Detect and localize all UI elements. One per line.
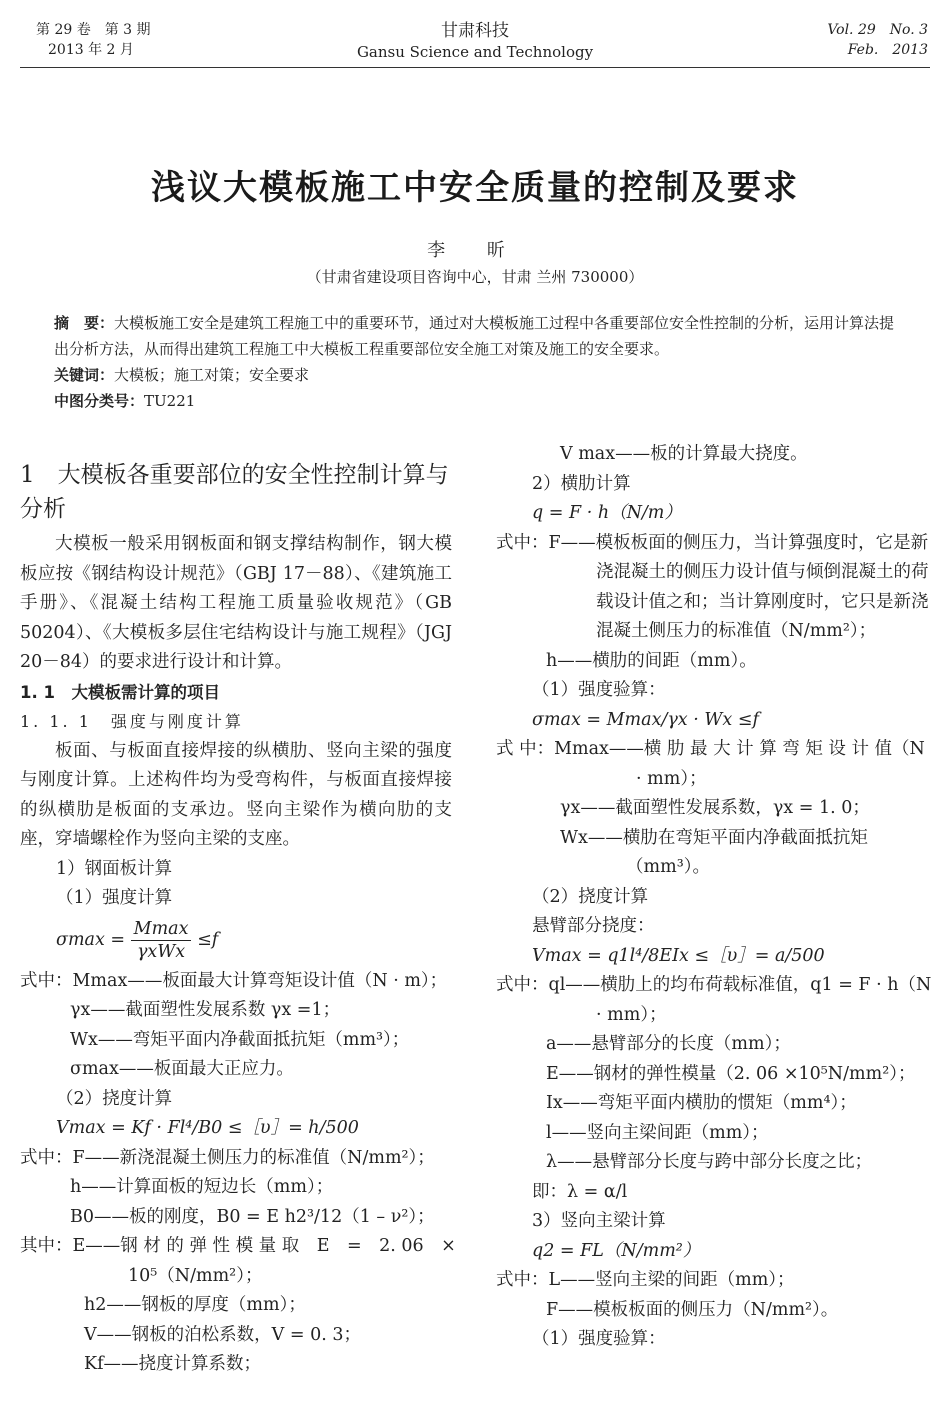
volume-issue-en: Vol. 29 No. 3 <box>827 22 928 38</box>
fraction-denominator: γxWx <box>136 941 186 962</box>
right-column <box>496 440 932 1355</box>
abstract-label: 摘 要： <box>54 314 115 332</box>
keywords <box>54 362 904 388</box>
variable-definition: 其中：E——钢 材 的 弹 性 模 量 取 E = 2. 06 × <box>20 1236 456 1256</box>
variable-definition: B0——板的刚度，B0 = E h2³/12（1 – ν²）； <box>70 1206 435 1227</box>
abstract-block <box>54 310 904 414</box>
classification-label: 中图分类号： <box>54 392 145 410</box>
variable-definition: h——计算面板的短边长（mm）； <box>70 1177 334 1197</box>
variable-definition: a——悬臂部分的长度（mm）； <box>546 1034 791 1054</box>
keywords-label: 关键词： <box>54 366 115 384</box>
variable-definition: Ix——弯矩平面内横肋的惯矩（mm⁴）； <box>546 1093 857 1113</box>
variable-definition: Wx——横肋在弯矩平面内净截面抵抗矩（mm³）。 <box>560 827 868 877</box>
equation <box>20 918 452 963</box>
variable-definition: h2——钢板的厚度（mm）； <box>84 1295 306 1315</box>
issue-date: 2013 年 2 月 <box>48 42 134 58</box>
equation: Vmax = Kf · Fl⁴/B0 ≤［υ］= h/500 <box>56 1118 359 1138</box>
equation: Vmax = q1l⁴/8EIx ≤［υ］= a/500 <box>532 945 825 966</box>
paper-title: 浅议大模板施工中安全质量的控制及要求 <box>151 168 799 208</box>
classification <box>54 388 904 414</box>
variable-definition: l——竖向主梁间距（mm）； <box>546 1122 769 1143</box>
fraction <box>131 918 192 963</box>
affiliation: （甘肃省建设项目咨询中心，甘肃 兰州 730000） <box>306 268 644 286</box>
step-subheading: （2）挠度计算 <box>532 886 649 907</box>
equation-rhs: ≤f <box>197 929 219 950</box>
subsection-heading: 1. 1 大模板需计算的项目 <box>20 682 220 702</box>
equation: σmax = Mmax/γx · Wx ≤f <box>532 709 759 730</box>
step-subheading: （2）挠度计算 <box>56 1088 173 1109</box>
header-rule <box>20 67 930 68</box>
step-subheading: （1）强度计算 <box>56 888 173 908</box>
variable-definition: V max——板的计算最大挠度。 <box>560 444 808 464</box>
variable-definition: 式中：F——新浇混凝土侧压力的标准值（N/mm²）； <box>20 1147 435 1168</box>
step-subheading: （1）强度验算： <box>532 1329 666 1349</box>
keywords-text: 大模板；施工对策；安全要求 <box>114 366 310 384</box>
variable-definition: 式中：Mmax——板面最大计算弯矩设计值（N · m）； <box>20 970 448 991</box>
journal-name <box>0 20 950 62</box>
fraction-numerator: Mmax <box>131 918 192 941</box>
variable-definition: λ——悬臂部分长度与跨中部分长度之比； <box>546 1152 873 1172</box>
step-heading: 1）钢面板计算 <box>56 858 173 879</box>
variable-definition-cont: 10⁵（N/mm²）； <box>128 1265 263 1286</box>
paragraph: 板面、与板面直接焊接的纵横肋、竖向主梁的强度与刚度计算。上述构件均为受弯构件，与板面直接焊接的纵横肋是板面的支承边。竖向主梁作为横向肋的支座，穿墙螺栓作为竖向主梁的支座。 <box>20 740 452 849</box>
variable-definition: γx——截面塑性发展系数，γx = 1. 0； <box>560 798 870 818</box>
variable-definition: 式 中：Mmax——横 肋 最 大 计 算 弯 矩 设 计 值（N · mm）； <box>496 739 925 789</box>
equation-lhs: σmax = <box>56 929 126 950</box>
equation: q2 = FL（N/mm²） <box>532 1240 701 1261</box>
variable-definition: γx——截面塑性发展系数 γx =1； <box>70 1000 341 1020</box>
left-column <box>20 442 456 1380</box>
step-heading: 3）竖向主梁计算 <box>532 1211 666 1231</box>
variable-definition: σmax——板面最大正应力。 <box>70 1059 294 1079</box>
classification-code: TU221 <box>144 392 196 410</box>
paragraph: 大模板一般采用钢板面和钢支撑结构制作，钢大模板应按《钢结构设计规范》（GBJ 17－88）、《建筑施工手册》、《混凝土结构工程施工质量验收规范》（GB 50204）、《大模板多层住宅结构设计与施工规程》（JGJ 20－84）的要求进行设计和计算。 <box>20 534 452 672</box>
author: 李 昕 <box>427 240 523 261</box>
variable-definition: V——钢板的泊松系数，V = 0. 3； <box>84 1324 361 1345</box>
abstract-text: 大模板施工安全是建筑工程施工中的重要环节，通过对大模板施工过程中各重要部位安全性控制的分析，运用计算法提出分析方法，从而得出建筑工程施工中大模板工程重要部位安全施工对策及施工的安全要求。 <box>54 314 895 358</box>
variable-definition: E——钢材的弹性模量（2. 06 ×10⁵N/mm²）； <box>546 1063 916 1084</box>
journal-issue-info-en <box>827 20 928 60</box>
variable-definition: Kf——挠度计算系数； <box>84 1354 262 1374</box>
variable-definition: F——模板板面的侧压力（N/mm²）。 <box>546 1299 839 1320</box>
journal-name-en: Gansu Science and Technology <box>356 43 594 61</box>
issue-date-en: Feb. 2013 <box>847 42 928 58</box>
variable-definition: 式中：F——模板板面的侧压力，当计算强度时，它是新浇混凝土的侧压力设计值与倾倒混凝土的荷载设计值之和；当计算刚度时，它只是新浇混凝土侧压力的标准值（N/mm²）； <box>496 532 929 641</box>
step-heading: 2）横肋计算 <box>532 473 631 494</box>
variable-definition: h——横肋的间距（mm）。 <box>546 650 757 671</box>
journal-name-cn: 甘肃科技 <box>441 21 509 41</box>
variable-definition: 式中：L——竖向主梁的间距（mm）； <box>496 1270 795 1290</box>
variable-definition: 式中：ql——横肋上的均布荷载标准值，q1 = F · h（N · mm）； <box>496 975 932 1025</box>
variable-definition: Wx——弯矩平面内净截面抵抗矩（mm³）； <box>70 1029 410 1050</box>
section-heading-1: 1 大模板各重要部位的安全性控制计算与分析 <box>20 462 449 522</box>
step-label: 悬臂部分挠度： <box>532 916 655 936</box>
subsubsection-heading: 1. 1. 1 强度与刚度计算 <box>20 712 244 731</box>
abstract <box>54 310 904 362</box>
equation: q = F · h（N/m） <box>532 503 682 523</box>
step-subheading: （1）强度验算： <box>532 680 666 700</box>
equation: 即：λ = α/l <box>532 1181 628 1202</box>
volume-issue: 第 29 卷 第 3 期 <box>36 22 151 38</box>
